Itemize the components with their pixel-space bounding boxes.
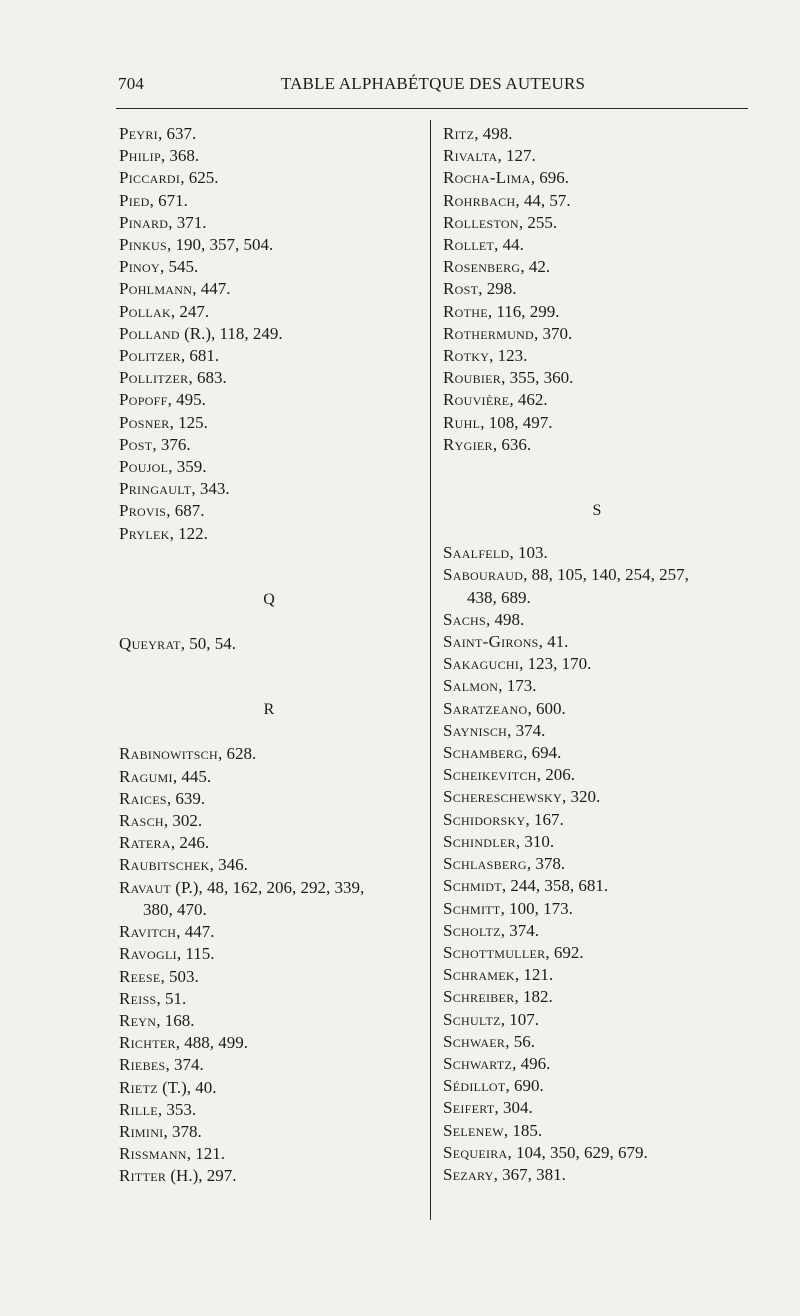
author-name: Pinoy bbox=[119, 257, 160, 277]
index-entry bbox=[119, 1010, 419, 1032]
index-entry bbox=[443, 720, 758, 742]
author-name: Sakaguchi bbox=[443, 654, 520, 674]
index-entry bbox=[443, 345, 758, 367]
page-refs: , 310. bbox=[515, 831, 555, 851]
index-entry bbox=[443, 875, 758, 897]
section-letter-r: R bbox=[263, 701, 275, 719]
index-entry bbox=[443, 367, 758, 389]
index-group-s bbox=[443, 609, 758, 1186]
author-name: Provis bbox=[119, 501, 167, 521]
index-entry bbox=[119, 633, 419, 655]
page-refs: , 637. bbox=[157, 124, 197, 143]
author-name: Ravitch bbox=[119, 922, 177, 942]
index-entry bbox=[119, 212, 419, 234]
right-column bbox=[443, 123, 758, 1186]
page-refs: , 343. bbox=[191, 479, 230, 499]
index-entry bbox=[119, 123, 419, 145]
page-refs: (R.), 118, 249. bbox=[179, 323, 283, 343]
index-entry bbox=[119, 1032, 419, 1054]
author-name: Schreiber bbox=[443, 987, 515, 1007]
index-entry bbox=[443, 631, 758, 653]
index-entry bbox=[443, 278, 758, 300]
section-letter-s: S bbox=[592, 502, 602, 520]
index-entry bbox=[443, 764, 758, 786]
page-refs: , 298. bbox=[478, 279, 517, 299]
author-name: Schwartz bbox=[443, 1053, 513, 1073]
index-entry bbox=[119, 1077, 419, 1099]
page-refs: , 447. bbox=[192, 279, 231, 299]
index-group-q bbox=[119, 633, 419, 655]
author-name: Rissmann bbox=[119, 1144, 187, 1164]
index-entry bbox=[443, 389, 758, 411]
author-name: Rotky bbox=[443, 346, 490, 366]
index-entry bbox=[119, 389, 419, 411]
index-entry bbox=[119, 256, 419, 278]
author-name: Philip bbox=[119, 146, 161, 166]
index-entry bbox=[119, 167, 419, 189]
column-divider bbox=[430, 120, 431, 1220]
author-name: Rosenberg bbox=[443, 257, 521, 277]
author-name: Rouvière bbox=[443, 390, 510, 410]
index-entry bbox=[119, 988, 419, 1010]
index-entry bbox=[443, 1142, 758, 1164]
author-name: Rohrbach bbox=[443, 190, 516, 210]
page-refs: , 190, 357, 504. bbox=[166, 235, 274, 255]
index-entry bbox=[443, 898, 758, 920]
page-refs: , 600. bbox=[527, 698, 566, 718]
author-name: Reese bbox=[119, 966, 161, 986]
author-name: Ravogli bbox=[119, 944, 177, 964]
index-entry bbox=[119, 145, 419, 167]
page-refs: , 304. bbox=[494, 1098, 533, 1118]
page-refs: , 185. bbox=[503, 1120, 543, 1140]
author-name: Richter bbox=[119, 1033, 176, 1053]
author-name: Rolleston bbox=[443, 212, 519, 232]
index-entry bbox=[443, 742, 758, 764]
page-refs: , 42. bbox=[520, 257, 551, 277]
author-name: Poujol bbox=[119, 457, 169, 477]
author-name: Schramek bbox=[443, 965, 515, 985]
author-name: Saynisch bbox=[443, 720, 508, 740]
author-name: Rothe bbox=[443, 301, 488, 321]
index-entry bbox=[443, 256, 758, 278]
author-name: Riebes bbox=[119, 1055, 166, 1075]
author-name: Roubier bbox=[443, 368, 502, 388]
index-entry bbox=[443, 809, 758, 831]
page-refs: , 107. bbox=[500, 1009, 540, 1029]
index-entry bbox=[119, 854, 419, 876]
author-name: Schottmuller bbox=[443, 942, 546, 962]
page-number: 704 bbox=[118, 74, 145, 93]
index-entry bbox=[119, 478, 419, 500]
author-name: Rothermund bbox=[443, 323, 535, 343]
page-refs: , 121. bbox=[514, 965, 554, 985]
page-refs: , 376. bbox=[152, 434, 191, 454]
page-refs: , 50, 54. bbox=[180, 634, 236, 654]
page-refs: , 687. bbox=[166, 501, 205, 521]
page-refs: , 625. bbox=[180, 168, 219, 188]
page-refs: , 692. bbox=[545, 942, 584, 962]
index-entry bbox=[119, 788, 419, 810]
index-entry bbox=[443, 1164, 758, 1186]
author-name: Schamberg bbox=[443, 743, 524, 763]
index-entry bbox=[119, 743, 419, 765]
page-refs: , 671. bbox=[149, 190, 188, 210]
index-entry bbox=[119, 966, 419, 988]
author-name: Schidorsky bbox=[443, 809, 526, 829]
index-group-r-b bbox=[119, 921, 419, 1187]
author-name: Peyri bbox=[119, 124, 158, 143]
index-entry bbox=[443, 412, 758, 434]
index-entry bbox=[443, 831, 758, 853]
page-refs: , 378. bbox=[163, 1121, 202, 1141]
index-entry bbox=[119, 367, 419, 389]
page-refs: , 302. bbox=[163, 811, 203, 831]
author-name: Sédillot bbox=[443, 1076, 506, 1096]
index-entry bbox=[443, 167, 758, 189]
page-refs: , 488, 499. bbox=[175, 1033, 249, 1053]
page-refs: , 206. bbox=[536, 765, 575, 785]
page-refs: , 244, 358, 681. bbox=[501, 876, 609, 896]
author-name: Sezary bbox=[443, 1164, 494, 1184]
index-entry bbox=[119, 412, 419, 434]
page-refs: , 320. bbox=[562, 787, 601, 807]
author-name: Ragumi bbox=[119, 766, 173, 786]
author-name: Rille bbox=[119, 1099, 158, 1119]
page-refs: , 694. bbox=[523, 743, 562, 763]
page-refs: , 116, 299. bbox=[487, 301, 560, 321]
index-group-r-a bbox=[119, 743, 419, 876]
page-refs: , 121. bbox=[186, 1144, 226, 1164]
page-refs: , 681. bbox=[180, 346, 220, 366]
index-entry-sabouraud: Sabouraud, 88, 105, 140, 254, 257, 438, 689. bbox=[443, 565, 689, 607]
index-entry bbox=[119, 1054, 419, 1076]
index-entry bbox=[443, 964, 758, 986]
running-title: TABLE ALPHABÉTQUE DES AUTEURS bbox=[280, 74, 586, 93]
page-refs: , 696. bbox=[530, 168, 569, 188]
page-refs: , 498. bbox=[485, 609, 525, 629]
page-refs: , 462. bbox=[509, 390, 548, 410]
index-entry-saalfeld: Saalfeld, 103. bbox=[443, 543, 548, 563]
author-name: Pohlmann bbox=[119, 279, 193, 299]
author-name: Post bbox=[119, 434, 153, 454]
page-refs: , 447. bbox=[176, 922, 215, 942]
page-refs: , 41. bbox=[538, 632, 569, 652]
author-name: Saratzeano bbox=[443, 698, 528, 718]
author-name: Rost bbox=[443, 279, 479, 299]
author-name: Reiss bbox=[119, 988, 157, 1008]
index-entry bbox=[443, 234, 758, 256]
index-entry bbox=[443, 986, 758, 1008]
page-refs: , 359. bbox=[168, 457, 207, 477]
index-entry bbox=[443, 1120, 758, 1142]
author-name: Selenew bbox=[443, 1120, 504, 1140]
page-refs: , 445. bbox=[172, 766, 212, 786]
page-refs: , 374. bbox=[500, 920, 540, 940]
index-entry bbox=[119, 190, 419, 212]
author-name: Reyn bbox=[119, 1010, 157, 1030]
page-refs: , 496. bbox=[512, 1053, 551, 1073]
page-refs: , 104, 350, 629, 679. bbox=[507, 1142, 648, 1162]
page-refs: , 374. bbox=[165, 1055, 204, 1075]
author-name: Pinkus bbox=[119, 235, 167, 255]
author-name: Ritz bbox=[443, 124, 475, 143]
index-entry bbox=[443, 434, 758, 456]
index-entry bbox=[443, 323, 758, 345]
index-entry bbox=[119, 832, 419, 854]
page-refs: , 353. bbox=[157, 1099, 197, 1119]
index-entry bbox=[119, 1165, 419, 1187]
author-name: Raices bbox=[119, 788, 167, 808]
author-name: Rimini bbox=[119, 1121, 164, 1141]
author-name: Schindler bbox=[443, 831, 516, 851]
author-name: Posner bbox=[119, 412, 170, 432]
author-name: Rivalta bbox=[443, 146, 498, 166]
author-name: Rietz bbox=[119, 1077, 158, 1097]
page-refs: , 44. bbox=[494, 235, 524, 255]
index-entry bbox=[119, 1143, 419, 1165]
page-refs: , 123. bbox=[489, 346, 528, 366]
page-refs: , 168. bbox=[156, 1010, 195, 1030]
author-name: Raubitschek bbox=[119, 855, 210, 875]
author-name: Schmidt bbox=[443, 876, 502, 896]
index-entry bbox=[119, 921, 419, 943]
page-refs: , 639. bbox=[166, 788, 206, 808]
page-refs: , 125. bbox=[169, 412, 208, 432]
page-refs: , 127. bbox=[497, 146, 536, 166]
index-entry bbox=[443, 1075, 758, 1097]
page-refs: , 495. bbox=[167, 390, 206, 410]
index-entry bbox=[443, 1053, 758, 1075]
author-name: Popoff bbox=[119, 390, 168, 410]
index-entry bbox=[119, 278, 419, 300]
index-entry bbox=[443, 786, 758, 808]
author-name: Salmon bbox=[443, 676, 499, 696]
page-refs: , 123, 170. bbox=[519, 654, 592, 674]
index-entry bbox=[443, 212, 758, 234]
index-entry bbox=[119, 766, 419, 788]
section-letter-q: Q bbox=[263, 590, 275, 608]
page-refs: , 247. bbox=[170, 301, 210, 321]
index-entry bbox=[443, 145, 758, 167]
author-name: Pied bbox=[119, 190, 150, 210]
author-name: Ruhl bbox=[443, 412, 481, 432]
index-entry bbox=[443, 1009, 758, 1031]
index-entry bbox=[443, 609, 758, 631]
index-entry bbox=[119, 434, 419, 456]
author-name: Polland bbox=[119, 323, 180, 343]
author-name: Saint-Girons bbox=[443, 632, 539, 652]
index-entry bbox=[119, 234, 419, 256]
author-name: Queyrat bbox=[119, 634, 181, 654]
page-refs: , 371. bbox=[168, 212, 207, 232]
index-entry bbox=[443, 301, 758, 323]
index-entry bbox=[119, 943, 419, 965]
author-name: Rollet bbox=[443, 235, 495, 255]
left-column bbox=[119, 123, 419, 1188]
index-entry bbox=[119, 1099, 419, 1121]
page-refs: , 690. bbox=[505, 1076, 544, 1096]
index-entry bbox=[443, 1097, 758, 1119]
index-entry bbox=[443, 1031, 758, 1053]
page-refs: , 374. bbox=[507, 720, 546, 740]
page-refs: , 628. bbox=[217, 744, 257, 764]
index-entry bbox=[443, 190, 758, 212]
author-name: Pinard bbox=[119, 212, 169, 232]
index-entry bbox=[443, 920, 758, 942]
author-name: Sachs bbox=[443, 609, 486, 629]
index-group-r-right bbox=[443, 123, 758, 456]
page-refs: (T.), 40. bbox=[157, 1077, 217, 1097]
page-header bbox=[118, 74, 748, 96]
index-entry bbox=[119, 456, 419, 478]
author-name: Ratera bbox=[119, 833, 171, 853]
index-entry bbox=[443, 675, 758, 697]
page-refs: , 167. bbox=[525, 809, 564, 829]
page-refs: , 498. bbox=[474, 124, 513, 143]
index-entry bbox=[119, 1121, 419, 1143]
page-refs: , 378. bbox=[526, 854, 566, 874]
index-entry bbox=[443, 853, 758, 875]
index-entry bbox=[119, 301, 419, 323]
author-name: Scheikevitch bbox=[443, 765, 537, 785]
author-name: Schultz bbox=[443, 1009, 501, 1029]
header-rule bbox=[116, 108, 748, 109]
index-entry bbox=[443, 698, 758, 720]
author-name: Schwaer bbox=[443, 1031, 506, 1051]
author-name: Rocha-Lima bbox=[443, 168, 531, 188]
author-name: Piccardi bbox=[119, 168, 181, 188]
author-name: Sequeira bbox=[443, 1142, 508, 1162]
page-refs: , 51. bbox=[156, 988, 187, 1008]
page-refs: , 44, 57. bbox=[515, 190, 571, 210]
author-name: Pringault bbox=[119, 479, 192, 499]
index-entry bbox=[443, 123, 758, 145]
index-entry bbox=[119, 500, 419, 522]
author-name: Ritter bbox=[119, 1166, 167, 1186]
index-entry bbox=[119, 323, 419, 345]
index-entry bbox=[119, 810, 419, 832]
index-group-p bbox=[119, 123, 419, 545]
author-name: Scholtz bbox=[443, 920, 501, 940]
page-refs: , 255. bbox=[518, 212, 558, 232]
index-entry bbox=[119, 345, 419, 367]
page-refs: , 108, 497. bbox=[480, 412, 553, 432]
page-refs: , 173. bbox=[498, 676, 537, 696]
author-name: Rabinowitsch bbox=[119, 744, 218, 764]
page-refs: , 683. bbox=[188, 368, 227, 388]
page-refs: , 246. bbox=[170, 833, 210, 853]
page-refs: , 545. bbox=[159, 257, 199, 277]
author-name: Pollak bbox=[119, 301, 171, 321]
author-name: Politzer bbox=[119, 346, 181, 366]
index-entry-ravaut: Ravaut (P.), 48, 162, 206, 292, 339, 380, 470. bbox=[119, 877, 365, 919]
page-refs: , 503. bbox=[160, 966, 199, 986]
index-entry bbox=[443, 942, 758, 964]
page-refs: , 100, 173. bbox=[500, 898, 573, 918]
page-refs: , 636. bbox=[492, 434, 532, 454]
author-name: Prylek bbox=[119, 523, 170, 543]
index-entry bbox=[443, 653, 758, 675]
author-name: Pollitzer bbox=[119, 368, 189, 388]
author-name: Rasch bbox=[119, 811, 164, 831]
page-refs: , 368. bbox=[160, 146, 200, 166]
page-refs: , 115. bbox=[176, 944, 215, 964]
page-refs: , 370. bbox=[534, 323, 573, 343]
index-entry bbox=[119, 523, 419, 545]
page-refs: , 346. bbox=[209, 855, 248, 875]
author-name: Schlasberg bbox=[443, 854, 527, 874]
page-refs: , 182. bbox=[514, 987, 553, 1007]
page-refs: (H.), 297. bbox=[166, 1166, 237, 1186]
page-refs: , 56. bbox=[505, 1031, 535, 1051]
author-name: Rygier bbox=[443, 434, 493, 454]
page-refs: , 367, 381. bbox=[493, 1164, 566, 1184]
page-refs: , 122. bbox=[169, 523, 208, 543]
author-name: Seifert bbox=[443, 1098, 495, 1118]
page-refs: , 355, 360. bbox=[501, 368, 574, 388]
author-name: Schereschewsky bbox=[443, 787, 562, 807]
author-name: Schmitt bbox=[443, 898, 501, 918]
